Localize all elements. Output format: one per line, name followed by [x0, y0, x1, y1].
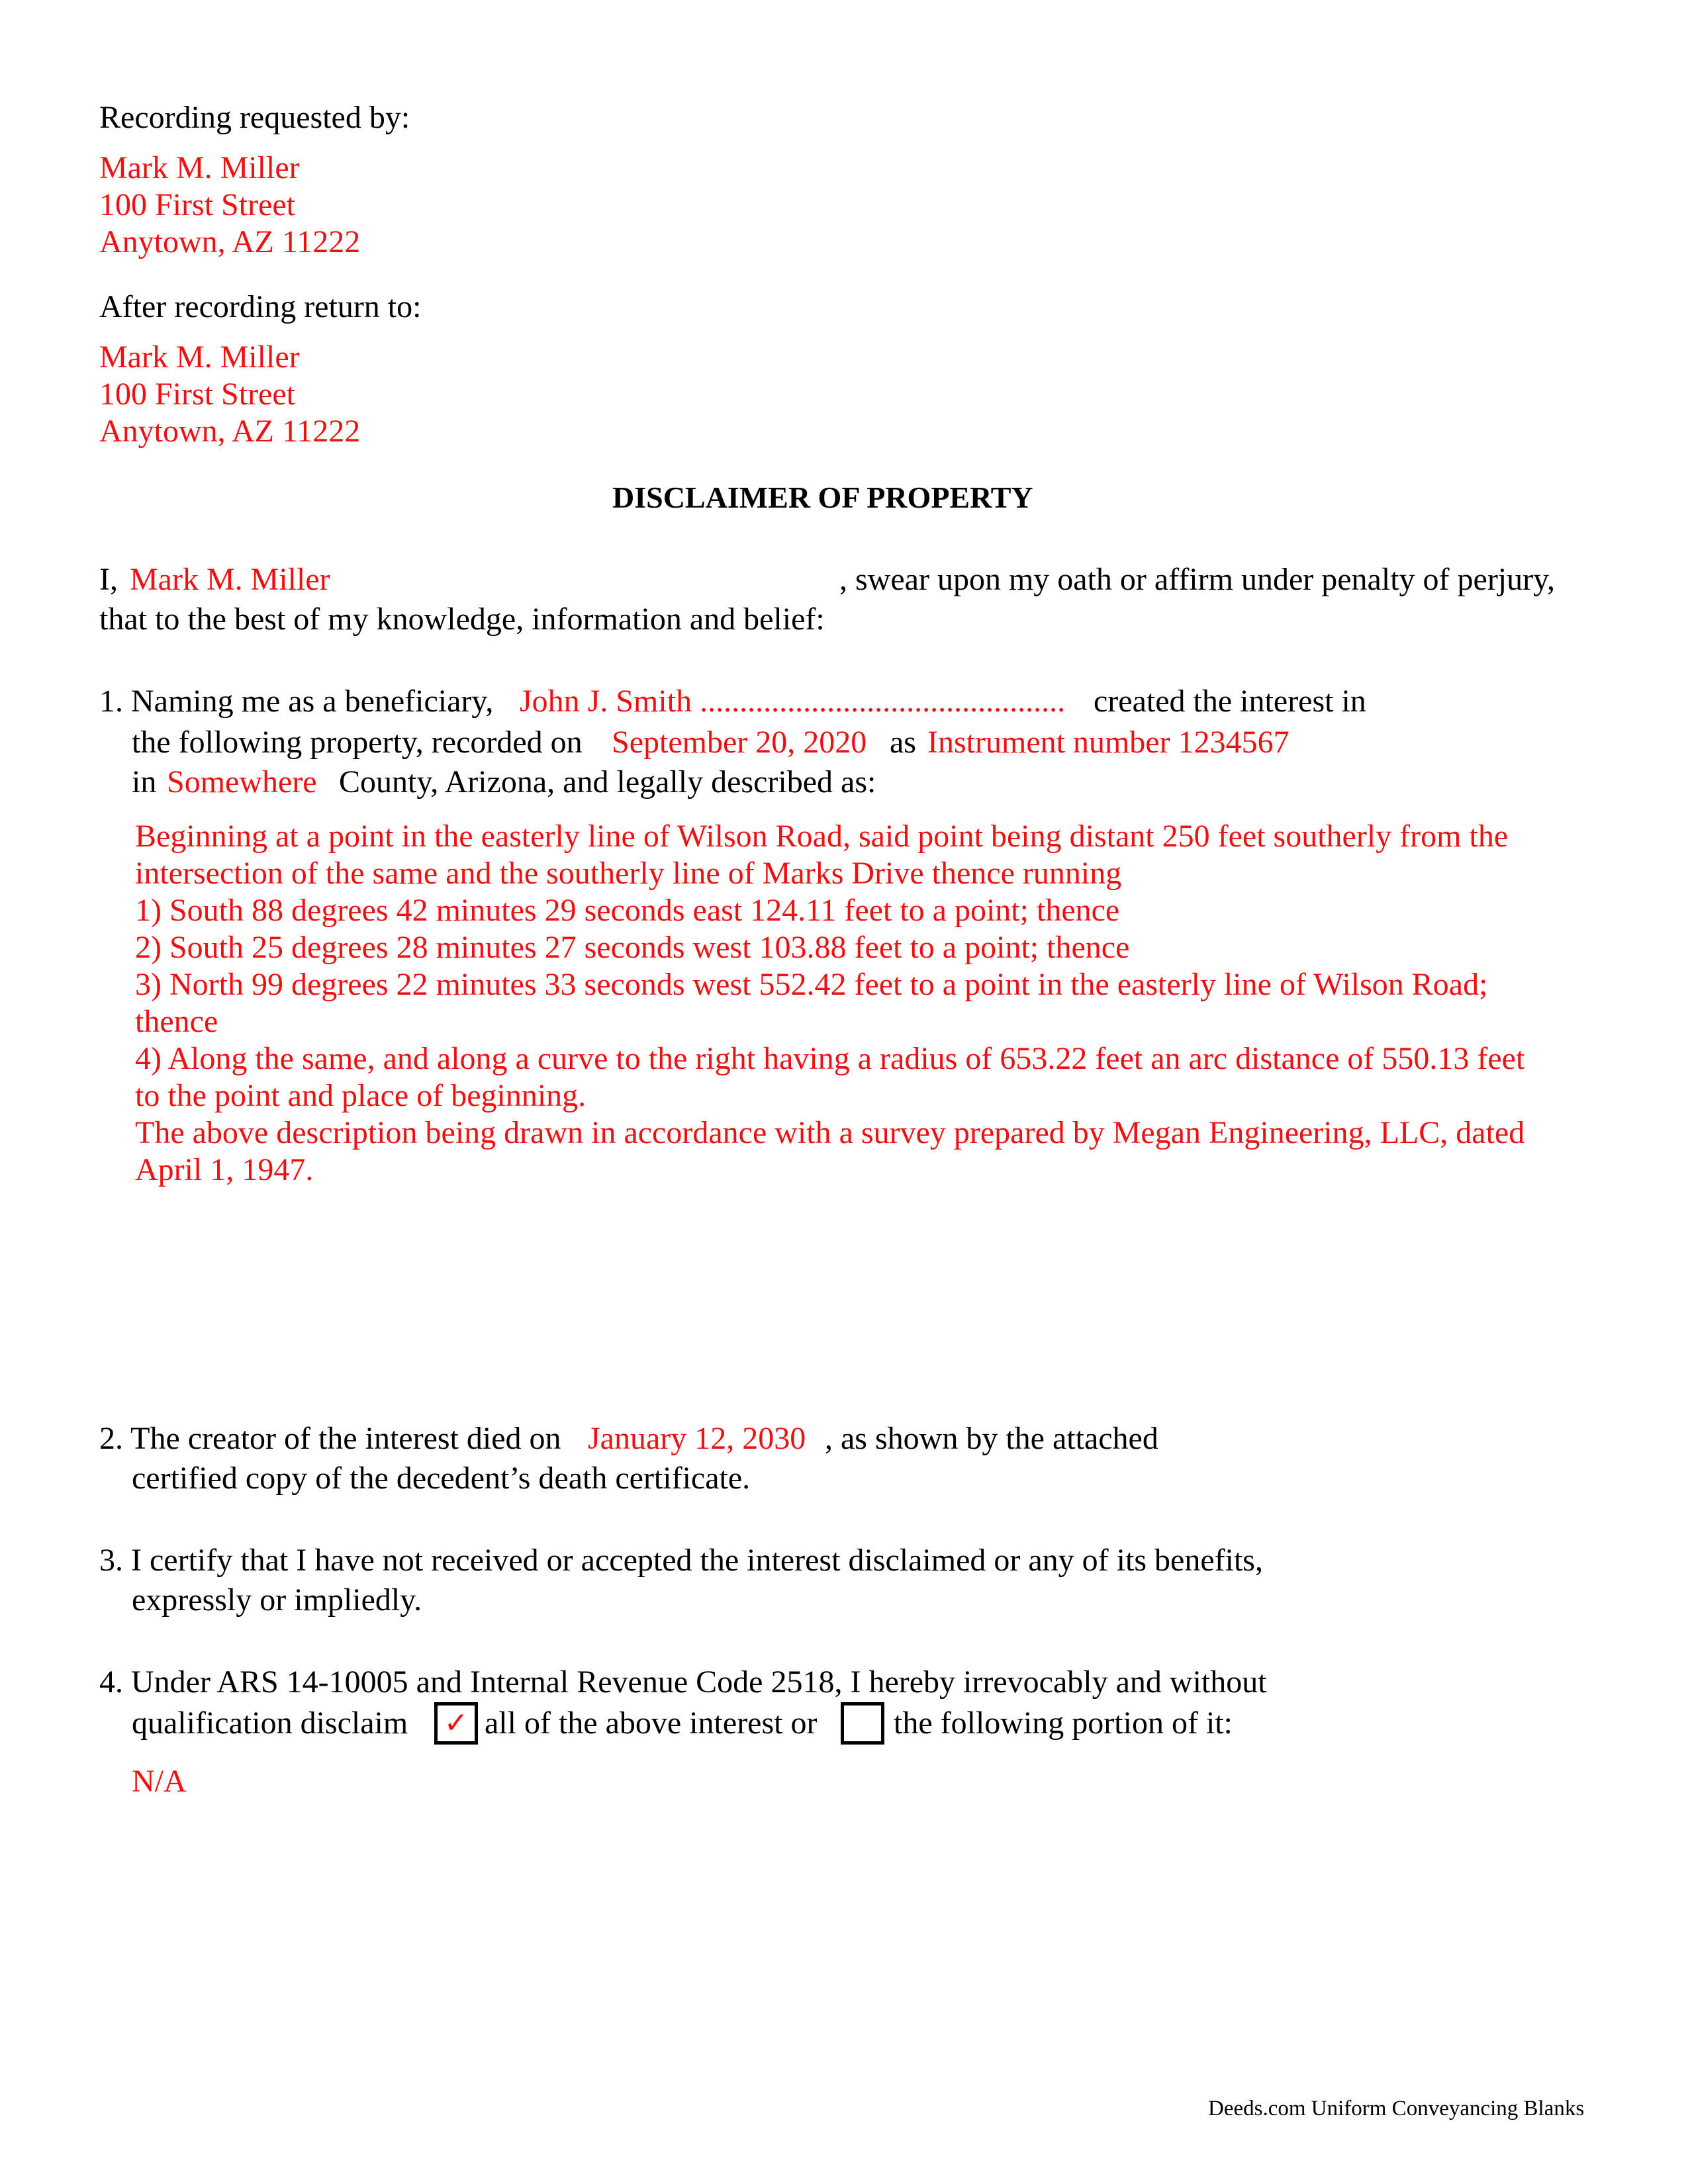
item3-line2: expressly or impliedly.	[132, 1582, 422, 1617]
item1-recorded-date: September 20, 2020	[612, 725, 867, 760]
legal-description-line: 2) South 25 degrees 28 minutes 27 seconds west 103.88 feet to a point; thence	[135, 930, 1130, 965]
item2-line2: certified copy of the decedent’s death certificate.	[132, 1461, 751, 1496]
portion-value: N/A	[132, 1764, 187, 1799]
disclaim-portion-checkbox[interactable]	[841, 1702, 884, 1745]
return-to-name: Mark M. Miller	[99, 340, 300, 375]
oath-suffix: , swear upon my oath or affirm under penalty of perjury,	[839, 562, 1556, 597]
item1-creator: John J. Smith ..............................................	[520, 684, 1066, 719]
footer-text: Deeds.com Uniform Conveyancing Blanks	[1208, 2097, 1585, 2120]
recording-requested-label: Recording requested by:	[99, 100, 410, 135]
item1-created-text: created the interest in	[1094, 684, 1366, 719]
item1-as-text: as	[890, 725, 916, 760]
item1-county-suffix: County, Arizona, and legally described as:	[339, 764, 876, 799]
document-title: DISCLAIMER OF PROPERTY	[612, 480, 1033, 514]
disclaim-all-checkbox[interactable]: ✓	[434, 1702, 478, 1745]
item1-line2-prefix: the following property, recorded on	[132, 725, 583, 760]
legal-description-line: to the point and place of beginning.	[135, 1078, 586, 1113]
legal-description-line: Beginning at a point in the easterly line of Wilson Road, said point being distant 250 feet southerly from the	[135, 819, 1509, 854]
return-to-label: After recording return to:	[99, 289, 422, 324]
item2-death-date: January 12, 2030	[588, 1421, 806, 1456]
oath-line2: that to the best of my knowledge, information and belief:	[99, 602, 825, 637]
return-to-city: Anytown, AZ 11222	[99, 414, 361, 449]
legal-description-line: intersection of the same and the southerly line of Marks Drive thence running	[135, 856, 1122, 891]
requested-by-street: 100 First Street	[99, 187, 295, 222]
option-all-label: all of the above interest or	[485, 1706, 818, 1741]
item3-line1: 3. I certify that I have not received or accepted the interest disclaimed or any of its benefits,	[99, 1543, 1263, 1578]
item1-instrument: Instrument number 1234567	[927, 725, 1289, 760]
requested-by-name: Mark M. Miller	[99, 150, 300, 185]
legal-description-line: April 1, 1947.	[135, 1152, 314, 1187]
item2-suffix: , as shown by the attached	[825, 1421, 1158, 1456]
item4-line1: 4. Under ARS 14-10005 and Internal Revenue Code 2518, I hereby irrevocably and without	[99, 1664, 1267, 1700]
oath-prefix: I,	[99, 562, 118, 597]
legal-description-line: The above description being drawn in accordance with a survey prepared by Megan Engineering, LLC, dated	[135, 1115, 1525, 1150]
item1-prefix: 1. Naming me as a beneficiary,	[99, 684, 494, 719]
item1-in-text: in	[132, 764, 157, 799]
item4-line2-prefix: qualification disclaim	[132, 1706, 408, 1741]
option-portion-label: the following portion of it:	[894, 1706, 1233, 1741]
return-to-street: 100 First Street	[99, 377, 295, 412]
legal-description-line: 3) North 99 degrees 22 minutes 33 seconds west 552.42 feet to a point in the easterly line of Wilson Road;	[135, 967, 1488, 1002]
legal-description-line: 1) South 88 degrees 42 minutes 29 seconds east 124.11 feet to a point; thence	[135, 893, 1120, 928]
legal-description-line: 4) Along the same, and along a curve to the right having a radius of 653.22 feet an arc distance of 550.13 feet	[135, 1041, 1525, 1076]
requested-by-city: Anytown, AZ 11222	[99, 224, 361, 259]
legal-description-line: thence	[135, 1004, 218, 1039]
item1-county: Somewhere	[167, 764, 317, 799]
item2-prefix: 2. The creator of the interest died on	[99, 1421, 561, 1456]
oath-name: Mark M. Miller	[130, 562, 330, 597]
